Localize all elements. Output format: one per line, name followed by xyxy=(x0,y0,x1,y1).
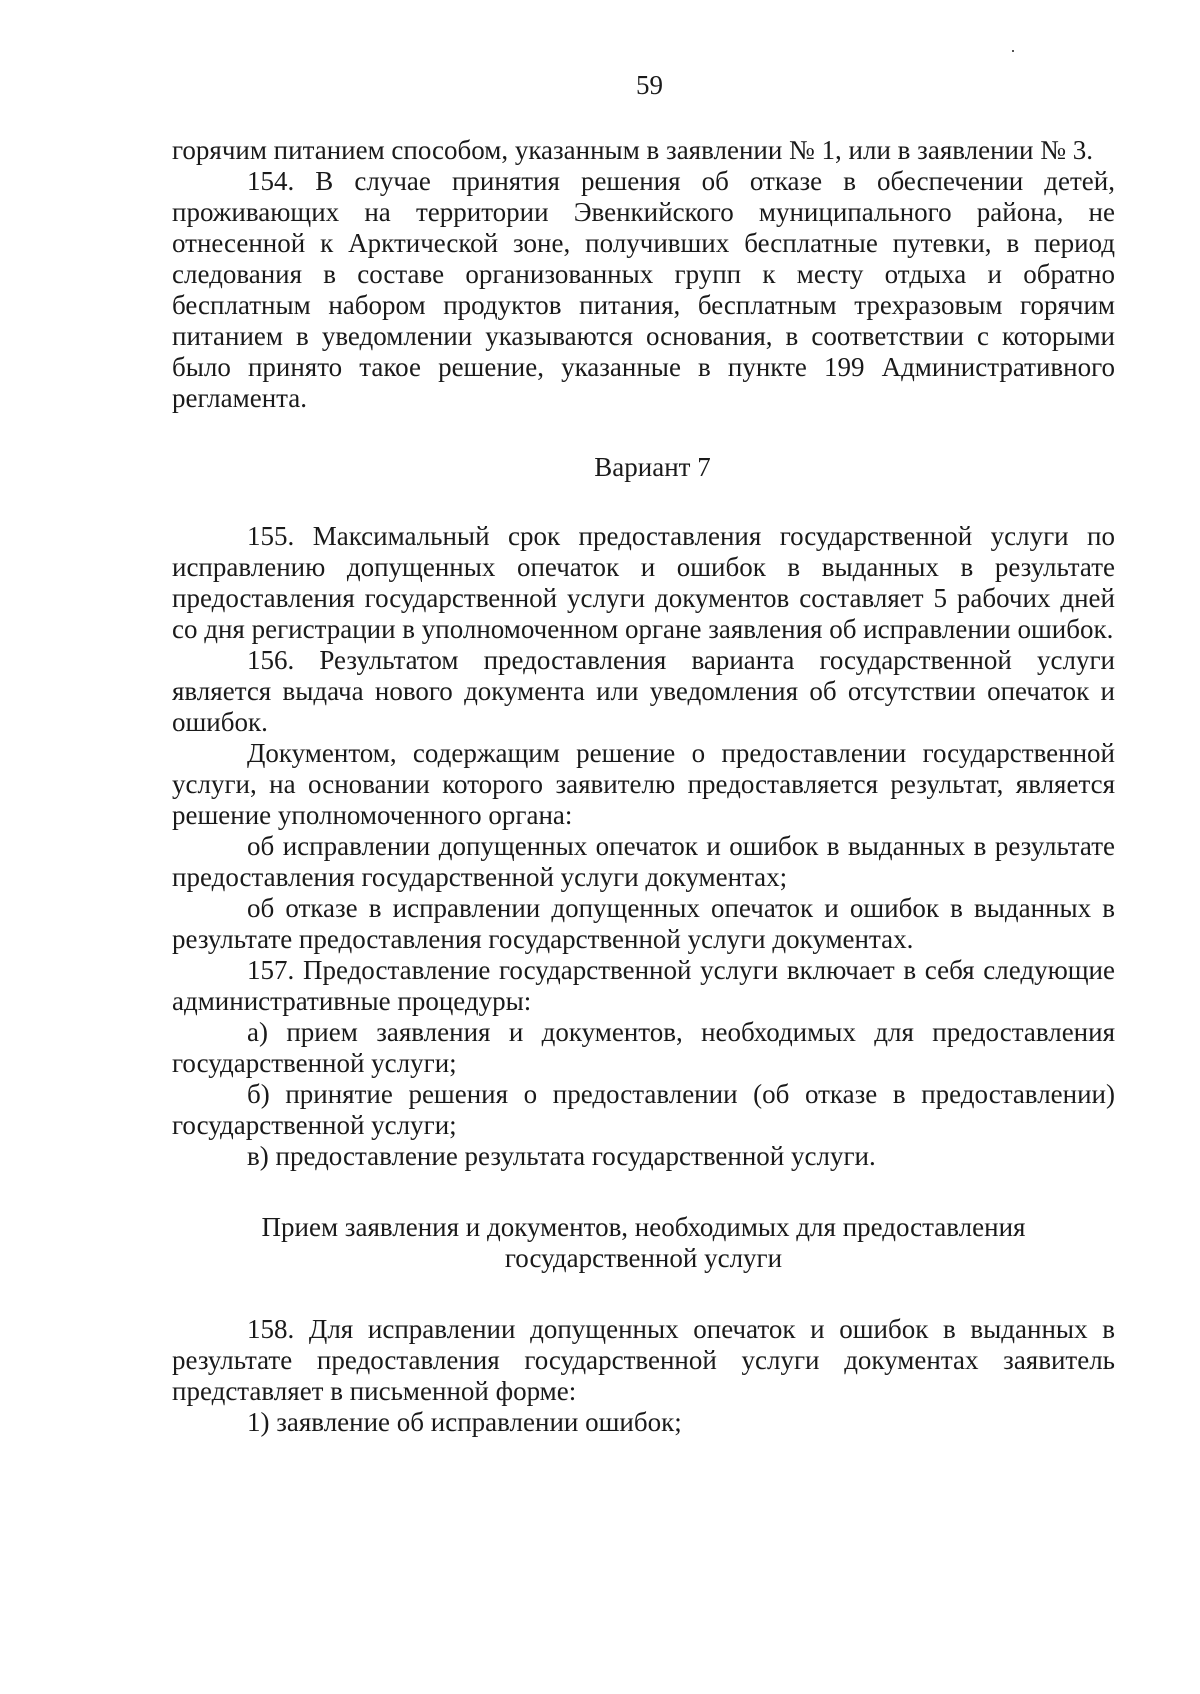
section-heading xyxy=(172,1212,1115,1274)
list-item-v: в) предоставление результата государственной услуги. xyxy=(247,1141,876,1171)
list-item-a: а) прием заявления и документов, необходимых для предоставления государственной услуги; xyxy=(172,1017,1115,1078)
paragraph-158: 158. Для исправлении допущенных опечаток и ошибок в выданных в результате предоставления государственной услуги документах заявитель представляет в письменной форме: xyxy=(172,1314,1115,1406)
document-page xyxy=(172,70,1115,1438)
scan-speck xyxy=(1012,50,1014,52)
paragraph-157: 157. Предоставление государственной услуги включает в себя следующие административные процедуры: xyxy=(172,955,1115,1016)
section-heading-line-2: государственной услуги xyxy=(504,1243,783,1273)
paragraph-156: 156. Результатом предоставления варианта государственной услуги является выдача нового документа или уведомления об отсутствии опечаток и ошибок. xyxy=(172,645,1115,737)
paragraph-decision-document: Документом, содержащим решение о предоставлении государственной услуги, на основании которого заявителю предоставляется результат, является решение уполномоченного органа: xyxy=(172,738,1115,830)
paragraph-155: 155. Максимальный срок предоставления государственной услуги по исправлению допущенных опечаток и ошибок в выданных в результате предоставления государственной услуги документов составляет 5 рабочих дней со дня регистрации в уполномоченном органе заявления об исправлении ошибок. xyxy=(172,521,1115,644)
section-heading-line-1: Прием заявления и документов, необходимых для предоставления xyxy=(261,1212,1026,1242)
list-item-1: 1) заявление об исправлении ошибок; xyxy=(247,1407,682,1437)
paragraph-correction-decision: об исправлении допущенных опечаток и ошибок в выданных в результате предоставления государственной услуги документах; xyxy=(172,831,1115,892)
paragraph-refusal-decision: об отказе в исправлении допущенных опечаток и ошибок в выданных в результате предоставления государственной услуги документах. xyxy=(172,893,1115,954)
page-number: 59 xyxy=(636,70,663,100)
list-item-b: б) принятие решения о предоставлении (об отказе в предоставлении) государственной услуги; xyxy=(172,1079,1115,1140)
paragraph-continuation: горячим питанием способом, указанным в заявлении № 1, или в заявлении № 3. xyxy=(172,135,1093,165)
variant-heading: Вариант 7 xyxy=(594,452,711,482)
paragraph-154: 154. В случае принятия решения об отказе в обеспечении детей, проживающих на территории Эвенкийского муниципального района, не отнесенной к Арктической зоне, получивших бесплатные путевки, в период следования в составе организованных групп к месту отдыха и обратно бесплатным набором продуктов питания, бесплатным трехразовым горячим питанием в уведомлении указываются основания, в соответствии с которыми было принято такое решение, указанные в пункте 199 Административного регламента. xyxy=(172,166,1115,413)
